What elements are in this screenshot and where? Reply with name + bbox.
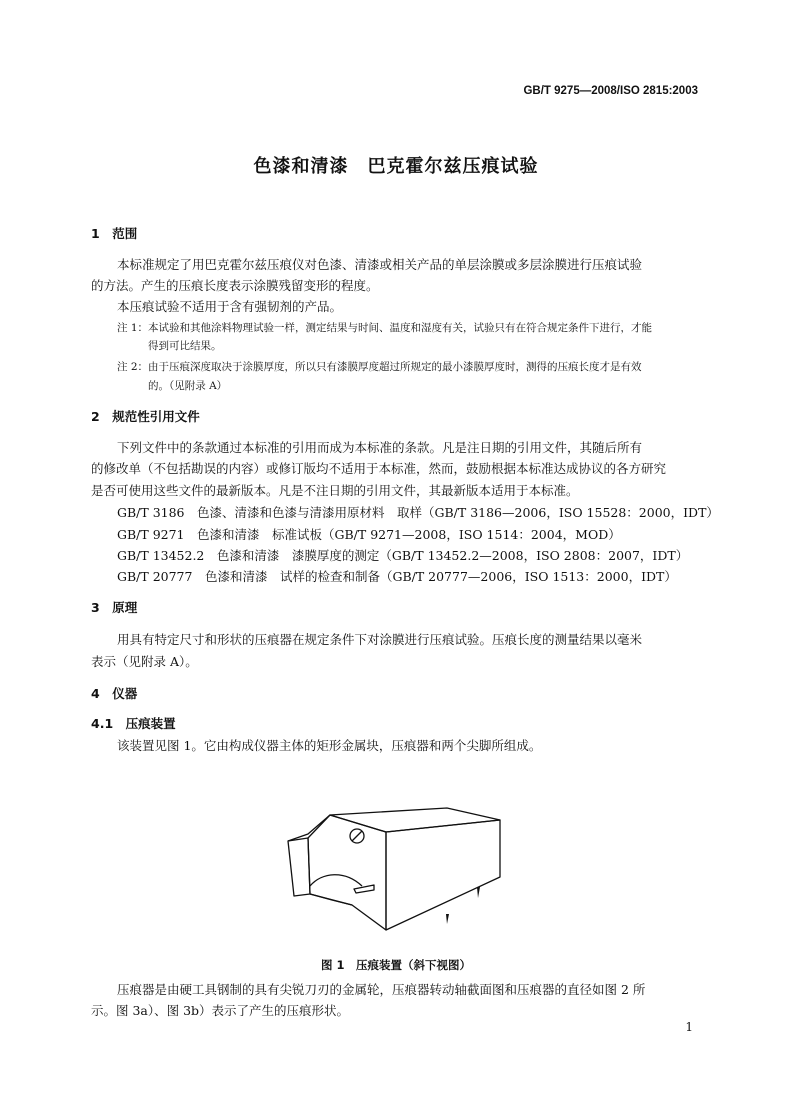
note: 注 2：由于压痕深度取决于涂膜厚度，所以只有漆膜厚度超过所规定的最小漆膜厚度时，测得的压痕长度才是有效	[117, 361, 642, 373]
screw-icon	[350, 829, 364, 843]
foot-point-front	[446, 914, 449, 924]
paragraph: 用具有特定尺寸和形状的压痕器在规定条件下对涂膜进行压痕试验。压痕长度的测量结果以毫米	[117, 632, 643, 647]
paragraph: 是否可使用这些文件的最新版本。凡是不注日期的引用文件，其最新版本适用于本标准。	[91, 483, 579, 498]
paragraph: 下列文件中的条款通过本标准的引用而成为本标准的条款。凡是注日期的引用文件，其随后所有	[117, 440, 643, 455]
section-1-heading: 1 范围	[91, 226, 138, 241]
indenter-blade	[354, 885, 374, 893]
page-number: 1	[685, 1020, 693, 1034]
paragraph: 的修改单（不包括勘误的内容）或修订版均不适用于本标准，然而，鼓励根据本标准达成协议的各方研究	[91, 461, 667, 476]
foot-left	[288, 838, 310, 896]
paragraph: 的方法。产生的压痕长度表示涂膜残留变形的程度。	[91, 278, 379, 293]
indenter-wheel	[310, 875, 362, 886]
reference-item: GB/T 9271 色漆和清漆 标准试板（GB/T 9271—2008，ISO 1514：2004，MOD）	[117, 527, 621, 542]
standard-number: GB/T 9275—2008/ISO 2815:2003	[523, 85, 698, 97]
note: 得到可比结果。	[148, 340, 222, 352]
note: 注 1：本试验和其他涂料物理试验一样，测定结果与时间、温度和湿度有关，试验只有在符合规定条件下进行，才能	[117, 322, 653, 334]
reference-item: GB/T 3186 色漆、清漆和色漆与清漆用原材料 取样（GB/T 3186—2006，ISO 15528：2000，IDT）	[117, 505, 719, 520]
paragraph: 表示（见附录 A）。	[91, 654, 198, 669]
indentation-device-figure	[270, 790, 530, 940]
page-title: 色漆和清漆 巴克霍尔兹压痕试验	[253, 156, 539, 177]
paragraph: 该装置见图 1。它由构成仪器主体的矩形金属块，压痕器和两个尖脚所组成。	[117, 738, 542, 753]
paragraph: 本压痕试验不适用于含有强韧剂的产品。	[117, 299, 343, 314]
section-3-heading: 3 原理	[91, 600, 138, 615]
subsection-4-1-heading: 4.1 压痕装置	[91, 716, 176, 731]
block-front-face	[386, 820, 500, 930]
section-2-heading: 2 规范性引用文件	[91, 409, 200, 424]
reference-item: GB/T 20777 色漆和清漆 试样的检查和制备（GB/T 20777—2006，ISO 1513：2000，IDT）	[117, 569, 677, 584]
figure-caption: 图 1 压痕装置（斜下视图）	[320, 958, 471, 972]
block-side-face	[308, 815, 386, 930]
reference-item: GB/T 13452.2 色漆和清漆 漆膜厚度的测定（GB/T 13452.2—2008，ISO 2808：2007，IDT）	[117, 548, 689, 563]
section-4-heading: 4 仪器	[91, 686, 138, 701]
foot-point-right	[477, 887, 480, 898]
paragraph: 本标准规定了用巴克霍尔兹压痕仪对色漆、清漆或相关产品的单层涂膜或多层涂膜进行压痕试验	[117, 257, 643, 272]
paragraph: 示。图 3a）、图 3b）表示了产生的压痕形状。	[91, 1003, 350, 1018]
paragraph: 压痕器是由硬工具钢制的具有尖锐刀刃的金属轮，压痕器转动轴截面图和压痕器的直径如图 2 所	[117, 982, 646, 997]
note: 的。（见附录 A）	[148, 380, 228, 392]
